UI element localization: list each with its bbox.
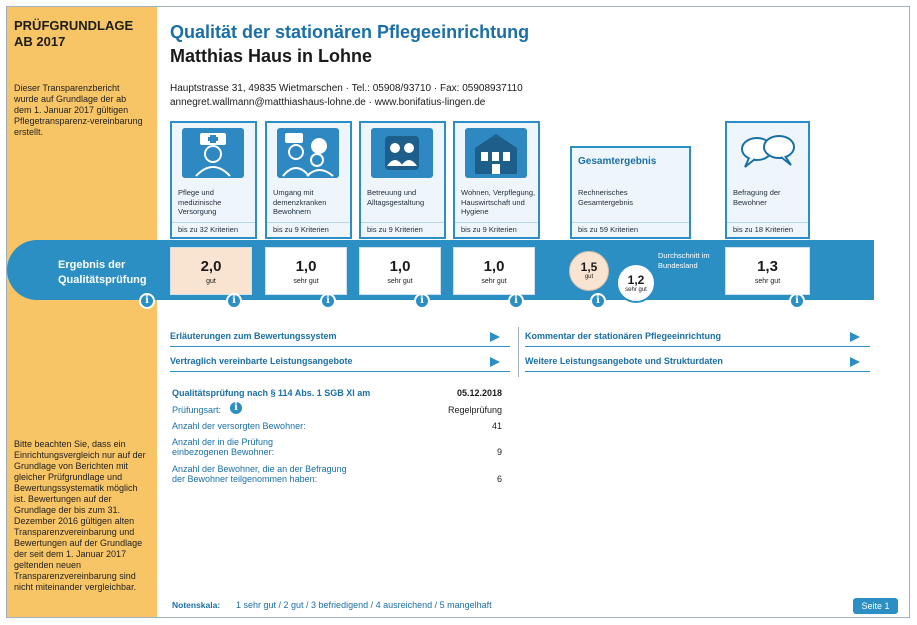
sidebar-title-line2: AB 2017 [14,34,66,49]
notenskala-label: Notenskala: [172,600,221,610]
info-icon[interactable]: i [508,293,524,309]
befragung-criteria: bis zu 18 Kriterien [727,222,808,237]
befragung-card[interactable] [725,121,810,239]
category-criteria: bis zu 9 Kriterien [361,222,444,237]
link-label: Vertraglich vereinbarte Leistungsangebote [170,356,353,366]
pruefung-date: 05.12.2018 [456,388,502,398]
category-card-wohnen[interactable] [453,121,540,239]
einbezogen-label [172,437,274,457]
gesamt-criteria: bis zu 59 Kriterien [572,222,689,237]
info-icon[interactable]: i [139,293,155,309]
page-title: Qualität der stationären Pflegeeinrichtung [170,22,530,42]
arrow-right-icon [850,332,860,342]
category-criteria: bis zu 9 Kriterien [455,222,538,237]
result-band-label: Ergebnis der Qualitätsprüfung [58,259,147,286]
befragung-count-label-line2: der Bewohner teilgenommen haben: [172,474,318,484]
sidebar-note: Bitte beachten Sie, dass ein Einrichtungsvergleich nur auf der Grundlage von Berichten mit gleicher Prüfgrundlage und Bewertungssystematik möglich ist. Bewertungen auf der Grundlage der bis zum 31. Dezember 2016 gültigen alten Transparenzvereinbarung und Bewertungen auf der Grundlage der seit dem 1. Januar 2017 geltenden neuen Transparenzvereinbarung sind nicht miteinander vergleichbar. [14,439,146,592]
befragung-count-label [172,464,347,484]
gesamt-name: Rechnerisches Gesamtergebnis [578,188,634,207]
house-icon [465,128,527,178]
score-value: 1,3 [757,258,778,275]
info-icon[interactable]: i [414,293,430,309]
facility-address: Hauptstrasse 31, 49835 Wietmarschen · Tel.: 05908/93710 · Fax: 05908937110 [170,83,523,94]
link-kommentar[interactable] [525,326,870,347]
arrow-right-icon [490,332,500,342]
category-name: Betreuung und Alltagsgestaltung [367,188,425,207]
score-befragung [725,247,810,295]
category-card-demenz[interactable] [265,121,352,239]
gesamt-card[interactable] [570,146,691,239]
score-value: 1,5 [580,260,598,274]
score-value: 1,0 [483,258,505,275]
score-grade: sehr gut [481,278,507,285]
facility-name: Matthias Haus in Lohne [170,46,373,66]
befragung-name: Befragung der Bewohner [733,188,781,207]
info-icon[interactable]: i [590,293,606,309]
info-icon[interactable]: i [320,293,336,309]
score-grade: sehr gut [625,287,647,293]
nurse-icon [182,128,244,178]
info-icon[interactable]: i [228,400,244,416]
score-grade: gut [584,274,594,280]
arrow-right-icon [850,357,860,367]
score-betreuung [359,247,441,295]
score-grade: sehr gut [754,278,781,285]
versorgt-label: Anzahl der versorgten Bewohner: [172,421,306,431]
link-label: Weitere Leistungsangebote und Strukturdaten [525,356,723,366]
score-grade: sehr gut [293,278,319,285]
score-grade: sehr gut [387,278,413,285]
arrow-right-icon [490,357,500,367]
link-erlaeuterungen[interactable] [170,326,510,347]
score-value: 1,2 [627,273,645,287]
art-value: Regelprüfung [447,405,502,415]
page-number: Seite 1 [853,598,898,614]
score-value: 1,0 [295,258,317,275]
versorgt-value: 41 [491,421,502,431]
einbezogen-label-line1: Anzahl der in die Prüfung [172,437,274,447]
score-pflege [170,247,252,295]
pruefung-label: Qualitätsprüfung nach § 114 Abs. 1 SGB XI am [172,388,371,398]
score-gesamt [569,251,609,291]
einbezogen-value: 9 [496,447,502,457]
score-value: 2,0 [200,258,222,275]
category-card-betreuung[interactable] [359,121,446,239]
befragung-count-label-line1: Anzahl der Bewohner, die an der Befragung [172,464,347,474]
category-criteria: bis zu 32 Kriterien [172,222,255,237]
category-name: Wohnen, Verpflegung, Hauswirtschaft und Hygiene [461,188,536,216]
category-name: Umgang mit demenzkranken Bewohnern [273,188,327,216]
gesamt-title: Gesamtergebnis [578,156,657,167]
category-criteria: bis zu 9 Kriterien [267,222,350,237]
divider [518,327,519,377]
link-label: Kommentar der stationären Pflegeeinrichtung [525,331,722,341]
sidebar-title-line1: PRÜFGRUNDLAGE [14,18,134,33]
speech-bubbles-icon [737,131,799,175]
befragung-count-value: 6 [496,474,502,484]
score-demenz [265,247,347,295]
sidebar-title [14,18,133,50]
category-card-pflege[interactable] [170,121,257,239]
score-grade: gut [206,278,216,285]
category-name: Pflege und medizinische Versorgung [178,188,222,216]
facility-contact: annegret.wallmann@matthiashaus-lohne.de · www.bonifatius-lingen.de [170,97,486,108]
score-wohnen [453,247,535,295]
bundesland-label: Durchschnitt im Bundesland [658,251,710,270]
link-leistungsangebote[interactable] [170,351,510,372]
score-bundesland [616,263,656,303]
link-label: Erläuterungen zum Bewertungssystem [170,331,337,341]
sidebar-intro: Dieser Transparenzbericht wurde auf Grundlage der ab dem 1. Januar 2017 gültigen Pflegetransparenz-vereinbarung erstellt. [14,83,143,137]
info-icon[interactable]: i [789,293,805,309]
einbezogen-label-line2: einbezogenen Bewohner: [172,447,275,457]
notenskala-value: 1 sehr gut / 2 gut / 3 befriedigend / 4 ausreichend / 5 mangelhaft [236,600,492,610]
people-icon [371,128,433,178]
score-value: 1,0 [389,258,411,275]
art-label: Prüfungsart: [172,405,222,415]
dementia-care-icon [277,128,339,178]
link-weitere[interactable] [525,351,870,372]
info-icon[interactable]: i [226,293,242,309]
